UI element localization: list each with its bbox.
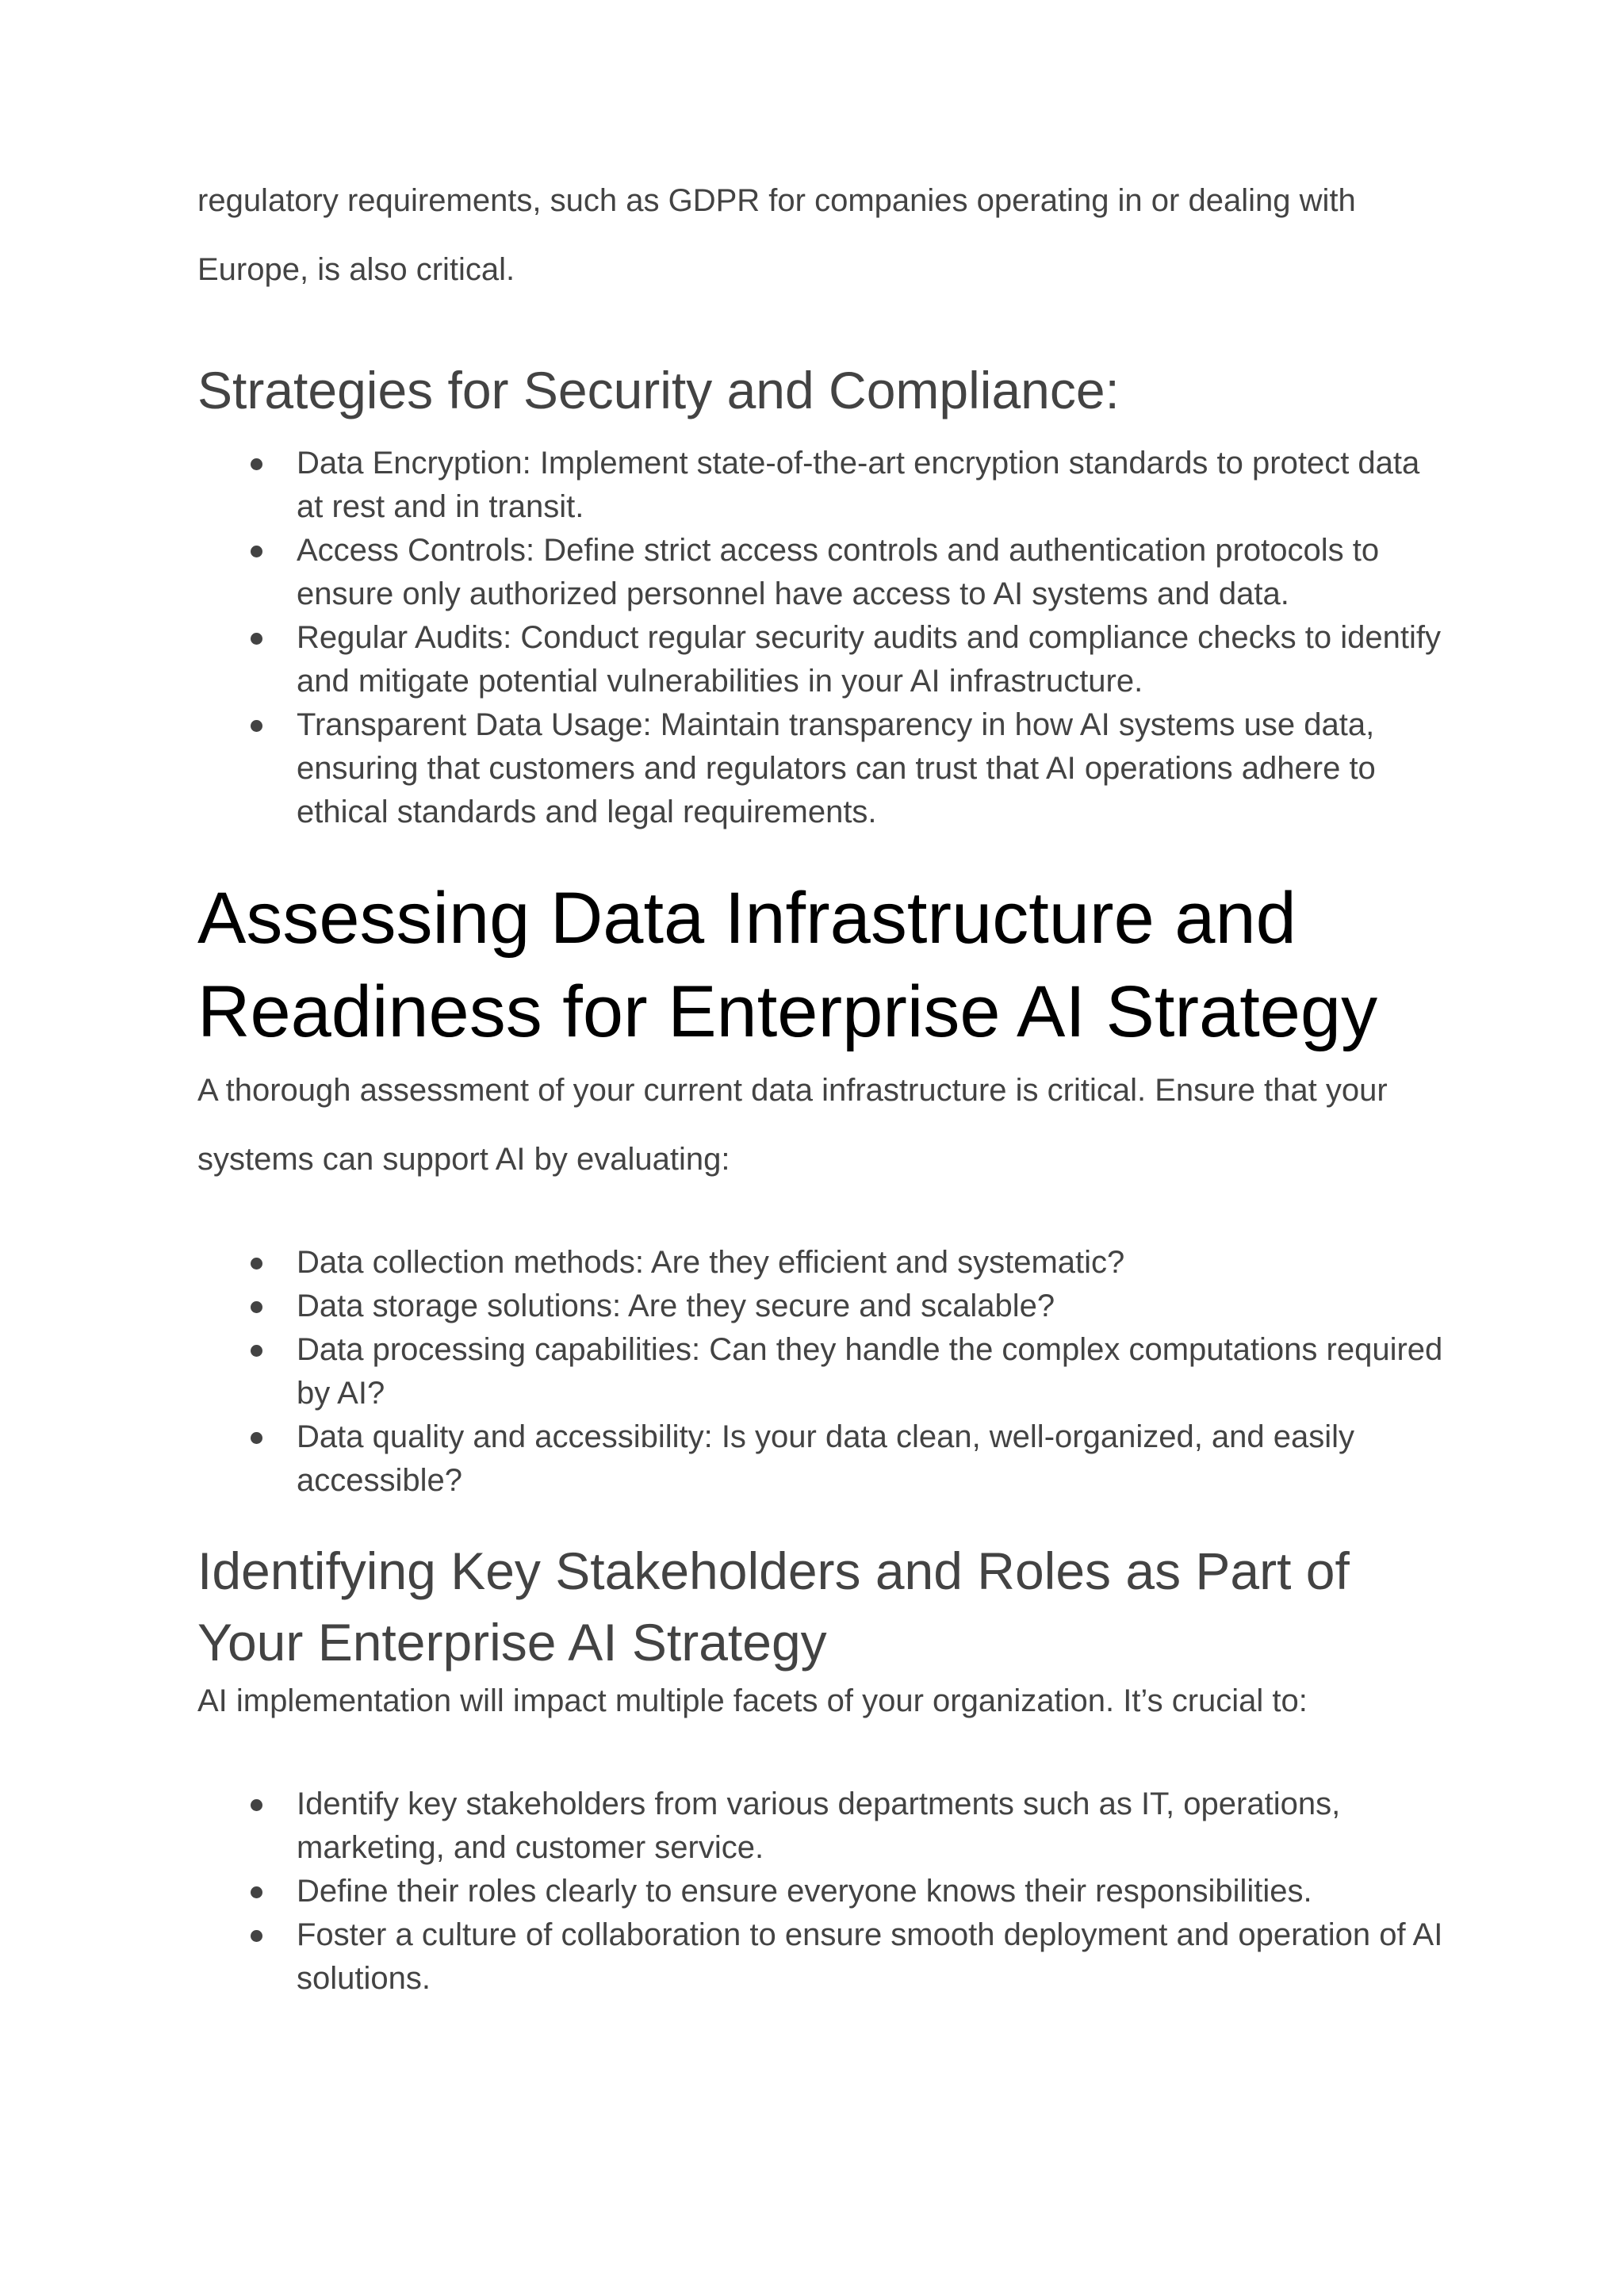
list-item (197, 1328, 1450, 1415)
bullet-icon (251, 720, 262, 732)
list-item (197, 1241, 1450, 1285)
assessment-list (197, 1241, 1450, 1503)
bullet-icon (251, 1886, 262, 1898)
list-item-text: Data storage solutions: Are they secure and scalable? (297, 1289, 1055, 1323)
stakeholders-heading: Identifying Key Stakeholders and Roles as Part of Your Enterprise AI Strategy (197, 1541, 1350, 1672)
list-item (197, 616, 1450, 703)
list-item-text: Transparent Data Usage: Maintain transparency in how AI systems use data, ensuring that customers and regulators can trust that AI operations adhere to ethical standards and legal requirements. (297, 707, 1376, 829)
list-item-text: Identify key stakeholders from various departments such as IT, operations, marketing, and customer service. (297, 1787, 1341, 1865)
bullet-icon (251, 1432, 262, 1444)
list-item (197, 1285, 1450, 1328)
list-item-text: Data processing capabilities: Can they handle the complex computations required by AI? (297, 1332, 1443, 1411)
intro-paragraph: regulatory requirements, such as GDPR for companies operating in or dealing with Europe, is also critical. (197, 183, 1356, 287)
list-item (197, 442, 1450, 529)
list-item-text: Data quality and accessibility: Is your data clean, well-organized, and easily accessible? (297, 1419, 1355, 1498)
list-item (197, 1913, 1450, 2001)
bullet-icon (251, 1799, 262, 1811)
assessment-heading: Assessing Data Infrastructure and Readiness for Enterprise AI Strategy (197, 878, 1378, 1052)
bullet-icon (251, 633, 262, 645)
list-item (197, 529, 1450, 616)
list-item-text: Data Encryption: Implement state-of-the-art encryption standards to protect data at rest and in transit. (297, 446, 1420, 524)
list-item-text: Access Controls: Define strict access controls and authentication protocols to ensure only authorized personnel have access to AI systems and data. (297, 533, 1380, 611)
bullet-icon (251, 546, 262, 557)
bullet-icon (251, 1930, 262, 1942)
list-item (197, 1415, 1450, 1503)
list-item (197, 1870, 1450, 1913)
list-item-text: Foster a culture of collaboration to ensure smooth deployment and operation of AI solutions. (297, 1917, 1443, 1996)
security-list (197, 442, 1450, 834)
list-item-text: Data collection methods: Are they efficient and systematic? (297, 1245, 1125, 1280)
list-item-text: Regular Audits: Conduct regular security audits and compliance checks to identify and mitigate potential vulnerabilities in your AI infrastructure. (297, 620, 1441, 699)
bullet-icon (251, 1301, 262, 1313)
bullet-icon (251, 1345, 262, 1357)
list-item (197, 703, 1450, 834)
list-item-text: Define their roles clearly to ensure everyone knows their responsibilities. (297, 1874, 1312, 1909)
bullet-icon (251, 458, 262, 470)
stakeholders-paragraph: AI implementation will impact multiple facets of your organization. It’s crucial to: (197, 1683, 1308, 1718)
bullet-icon (251, 1258, 262, 1270)
assessment-paragraph: A thorough assessment of your current data infrastructure is critical. Ensure that your systems can support AI by evaluating: (197, 1073, 1388, 1177)
document-content (197, 183, 1450, 2001)
stakeholders-list (197, 1783, 1450, 2001)
list-item (197, 1783, 1450, 1870)
security-heading: Strategies for Security and Compliance: (197, 361, 1120, 419)
